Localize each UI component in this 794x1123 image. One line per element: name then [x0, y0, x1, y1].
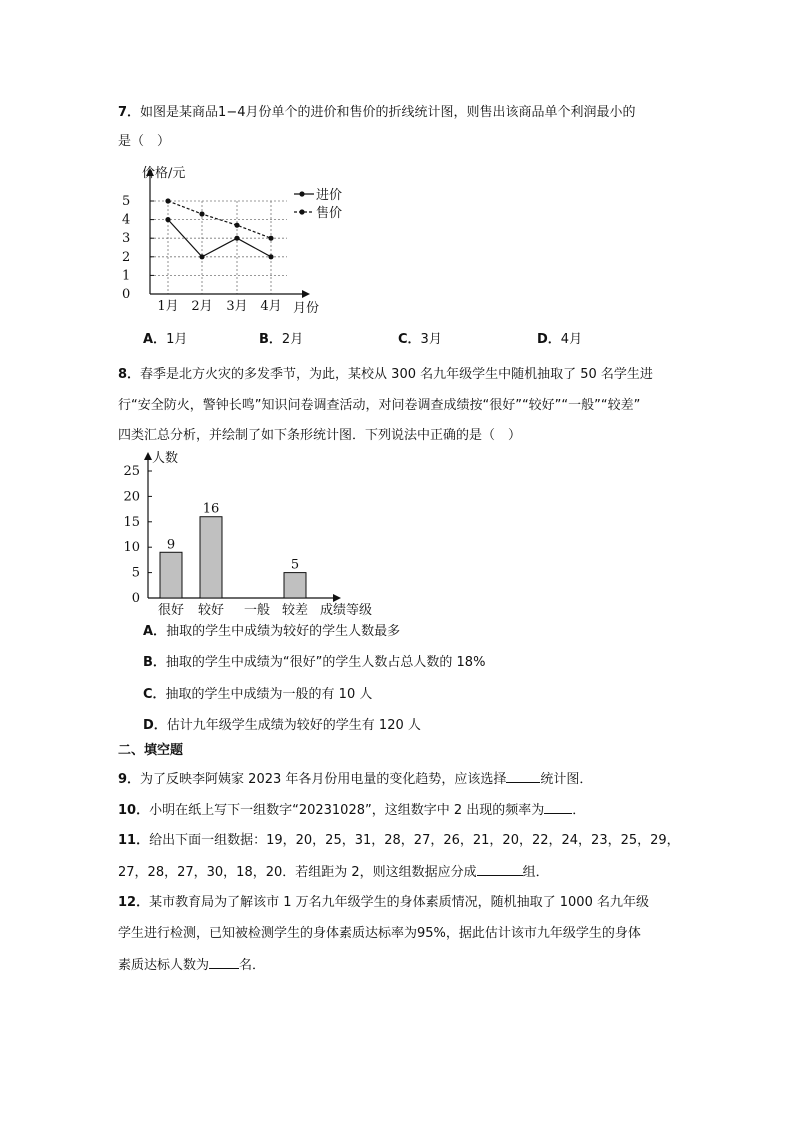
line-chart-x-tick: 1月: [157, 299, 179, 314]
bar-chart-y-tick: 0: [131, 591, 140, 606]
q12-line1: 12．某市教育局为了解该市 1 万名九年级学生的身体素质情况，随机抽取了 1000 名九年级: [118, 895, 649, 910]
q8-line1: [118, 366, 653, 384]
line-chart-legend-marker: [299, 191, 304, 196]
bar-chart-bar: [200, 517, 222, 598]
q9-number: 9．: [118, 772, 141, 787]
q8-option-d[interactable]: D．估计九年级学生成绩为较好的学生有 120 人: [143, 718, 421, 733]
bar-chart-y-tick: 10: [123, 540, 140, 556]
bar-chart-x-tick: 一般: [243, 603, 271, 618]
line-chart-y-tick: 3: [122, 231, 131, 247]
line-chart-x-arrow: [302, 290, 310, 298]
line-chart-y-tick: 5: [122, 194, 131, 209]
q7-line2: 是（ ）: [118, 134, 171, 149]
q11-line2: 27，28，27，30，18，20．若组距为 2，则这组数据应分成 组．: [118, 865, 549, 880]
bar-chart-x-label: 成绩等级: [320, 603, 373, 618]
line-chart-legend-marker: [299, 209, 304, 214]
line-chart-point: [199, 211, 204, 216]
q10-answer-blank[interactable]: [544, 801, 572, 814]
bar-chart-y-arrow: [144, 452, 152, 460]
q10-number: 10．: [118, 803, 150, 818]
line-chart-legend-label: 售价: [316, 206, 343, 221]
bar-chart-x-arrow: [333, 594, 341, 602]
q7-option-c[interactable]: C．3月: [398, 332, 442, 347]
line-chart-x-label: 月份: [293, 301, 320, 316]
bar-chart-y-tick: 5: [131, 565, 140, 581]
line-chart-y-label: 价格/元: [142, 166, 186, 181]
line-chart-point: [268, 236, 273, 241]
q8-line3: 四类汇总分析，并绘制了如下条形统计图．下列说法中正确的是（ ）: [118, 428, 522, 443]
q7-option-a[interactable]: A．1月: [143, 332, 188, 347]
bar-chart: [110, 446, 400, 618]
line-chart: [112, 160, 372, 320]
bar-chart-x-tick: 较好: [197, 603, 225, 618]
q7-option-b[interactable]: B．2月: [259, 332, 304, 347]
q12-answer-blank[interactable]: [209, 956, 239, 969]
bar-chart-y-label: 人数: [152, 451, 179, 466]
q8-option-c[interactable]: C．抽取的学生中成绩为一般的有 10 人: [143, 687, 373, 702]
line-chart-y-tick: 0: [122, 287, 131, 302]
line-chart-x-tick: 3月: [226, 299, 248, 314]
q12-number: 12．: [118, 895, 150, 910]
q8-option-a[interactable]: A．抽取的学生中成绩为较好的学生人数最多: [143, 624, 401, 639]
bar-chart-bar: [284, 573, 306, 598]
bar-chart-data-label: 9: [166, 537, 176, 553]
line-chart-x-tick: 4月: [260, 299, 282, 314]
line-chart-point: [165, 217, 170, 222]
bar-chart-y-tick: 15: [123, 514, 140, 530]
line-chart-y-tick: 4: [122, 212, 131, 228]
q9-line: 9．为了反映李阿姨家 2023 年各月份用电量的变化趋势，应该选择 统计图．: [118, 772, 593, 787]
line-chart-x-tick: 2月: [191, 299, 213, 314]
q12-line3: 素质达标人数为 名．: [118, 958, 266, 973]
line-chart-point: [234, 223, 239, 228]
q7-option-d[interactable]: D．4月: [537, 332, 583, 347]
bar-chart-data-label: 5: [290, 557, 300, 573]
line-chart-y-tick: 2: [122, 249, 131, 265]
line-chart-y-tick: 1: [122, 268, 131, 284]
bar-chart-bar: [160, 552, 182, 598]
q8-number: 8．: [118, 367, 141, 382]
section-title: 二、填空题: [118, 743, 184, 758]
q8-line2: 行“安全防火，警钟长鸣”知识问卷调查活动，对问卷调查成绩按“很好”“较好”“一般”“较差”: [118, 398, 641, 413]
q11-answer-blank[interactable]: [477, 863, 523, 876]
bar-chart-y-tick: 20: [123, 489, 140, 505]
q10-line: 10．小明在纸上写下一组数字“20231028”，这组数字中 2 出现的频率为 ．: [118, 803, 586, 818]
q12-line2: 学生进行检测，已知被检测学生的身体素质达标率为95%，据此估计该市九年级学生的身体: [118, 926, 641, 941]
q11-line1: 11．给出下面一组数据：19，20，25，31，28，27，26，21，20，22，24，23，25，29，: [118, 833, 680, 848]
q8-option-b[interactable]: B．抽取的学生中成绩为“很好”的学生人数占总人数的 18%: [143, 655, 486, 670]
line-chart-point: [199, 254, 204, 259]
q7-line1: [118, 104, 635, 122]
line-chart-point: [165, 198, 170, 203]
bar-chart-data-label: 16: [202, 501, 220, 517]
bar-chart-x-tick: 很好: [157, 603, 185, 618]
q8-text-line1: 春季是北方火灾的多发季节，为此，某校从 300 名九年级学生中随机抽取了 50 名学生进: [140, 367, 653, 382]
line-chart-point: [268, 254, 273, 259]
q9-answer-blank[interactable]: [506, 770, 540, 783]
line-chart-point: [234, 236, 239, 241]
q11-number: 11．: [118, 833, 150, 848]
q7-number: 7．: [118, 105, 141, 120]
bar-chart-x-tick: 较差: [281, 603, 309, 618]
bar-chart-y-tick: 25: [123, 464, 140, 479]
line-chart-legend-label: 进价: [316, 188, 343, 203]
q7-text-line1: 如图是某商品1−4月份单个的进价和售价的折线统计图，则售出该商品单个利润最小的: [140, 105, 636, 120]
